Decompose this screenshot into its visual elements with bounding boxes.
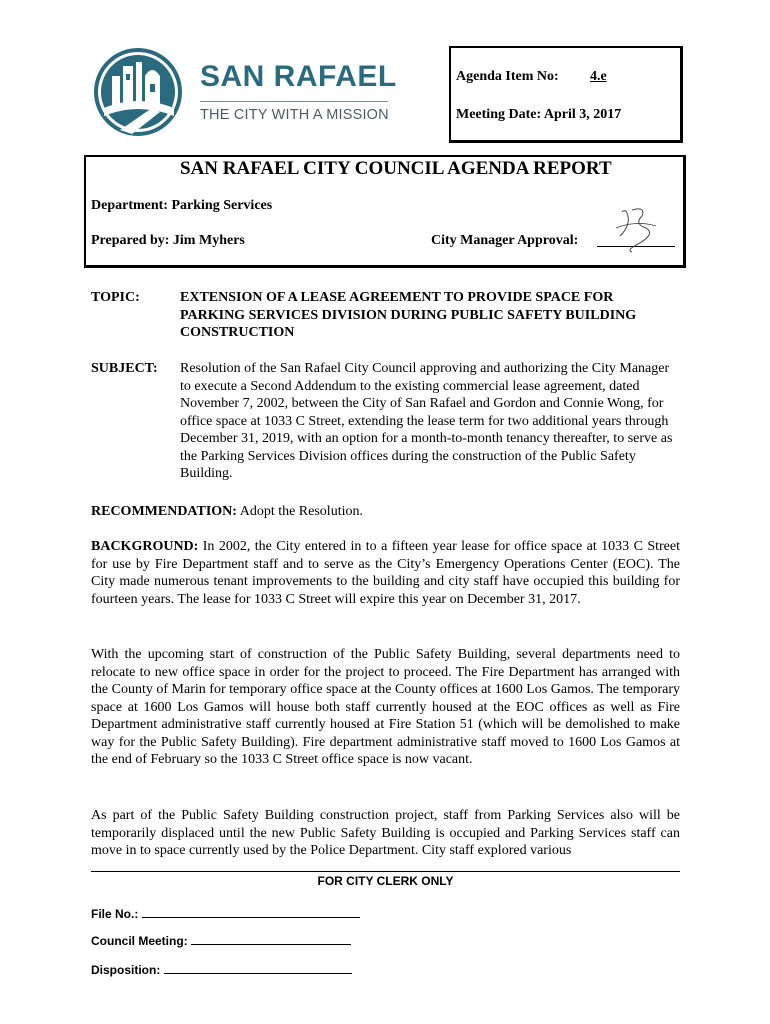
recommendation-text: Adopt the Resolution. [239,504,363,519]
agenda-item-value: 4.e [590,69,607,84]
meeting-date-line [456,107,621,123]
approval-signature [612,206,662,254]
topic-label: TOPIC: [91,290,140,305]
prepared-by-label: Prepared by: [91,233,170,248]
logo-divider [200,101,388,102]
council-meeting-label: Council Meeting: [91,934,188,948]
logo-tagline: THE CITY WITH A MISSION [200,107,389,123]
city-clerk-heading: FOR CITY CLERK ONLY [317,874,454,888]
disposition-line [91,963,352,977]
disposition-label: Disposition: [91,963,161,977]
subject-label: SUBJECT: [91,361,158,376]
prepared-by-line [91,233,245,249]
background-label: BACKGROUND: [91,539,199,554]
topic-text: EXTENSION OF A LEASE AGREEMENT TO PROVIDE SPACE FOR PARKING SERVICES DIVISION DURING PUBLIC SAFETY BUILDING CONSTRUCTION [180,290,637,340]
agenda-info-box [449,46,683,143]
logo-city-name: SAN RAFAEL [200,60,397,93]
file-no-line [91,907,360,921]
report-title: SAN RAFAEL CITY COUNCIL AGENDA REPORT [180,158,612,179]
recommendation-paragraph [91,503,680,521]
city-seal-logo [90,46,190,138]
prepared-by-value: Jim Myhers [172,233,245,248]
file-no-label: File No.: [91,907,139,921]
recommendation-label: RECOMMENDATION: [91,504,237,519]
meeting-date-label: Meeting Date: [456,107,542,122]
department-line [91,198,272,214]
agenda-item-label: Agenda Item No: [456,69,559,84]
footer-divider [91,871,680,872]
council-meeting-line [91,934,351,948]
department-label: Department: [91,198,168,213]
background-p1-text: In 2002, the City entered in to a fifteen year lease for office space at 1033 C Street for use by Fire Department staff and to serve as the City’s Emergency Operations Center (EOC). The City made numerous tenant improvements to the building and city staff have occupied this building for fourteen years. The lease for 1033 C Street will expire this year on December 31, 2017. [91,539,680,607]
background-paragraph-1 [91,538,680,608]
city-manager-approval-label: City Manager Approval: [431,233,579,248]
background-paragraph-3: As part of the Public Safety Building construction project, staff from Parking Services also will be temporarily displaced until the new Public Safety Building is occupied and Parking Services staff can move in to space currently used by the Police Department. City staff explored various [91,808,680,858]
file-no-blank [142,907,360,918]
council-meeting-blank [191,934,351,945]
subject-text: Resolution of the San Rafael City Council approving and authorizing the City Manager to execute a Second Addendum to the existing commercial lease agreement, dated November 7, 2002, between the City of San Rafael and Gordon and Connie Wong, for office space at 1033 C Street, extending the lease term for two additional years through December 31, 2019, with an option for a month-to-month tenancy thereafter, to serve as the Parking Services Division offices during the construction of the Public Safety Building. [180,361,673,481]
background-paragraph-2: With the upcoming start of construction of the Public Safety Building, several departments need to relocate to new office space in order for the project to proceed. The Fire Department has arranged with the County of Marin for temporary office space at the County offices at 1600 Los Gamos. The temporary space at 1600 Los Gamos will house both staff currently housed at the EOC offices as well as Fire Department administrative staff currently housed at Fire Station 51 (which will be demolished to make way for the Public Safety Building). Fire department administrative staff moved to 1600 Los Gamos at the end of February so the 1033 C Street office space is now vacant. [91,647,680,767]
meeting-date-value: April 3, 2017 [543,107,622,122]
disposition-blank [164,963,352,974]
department-value: Parking Services [171,198,273,213]
